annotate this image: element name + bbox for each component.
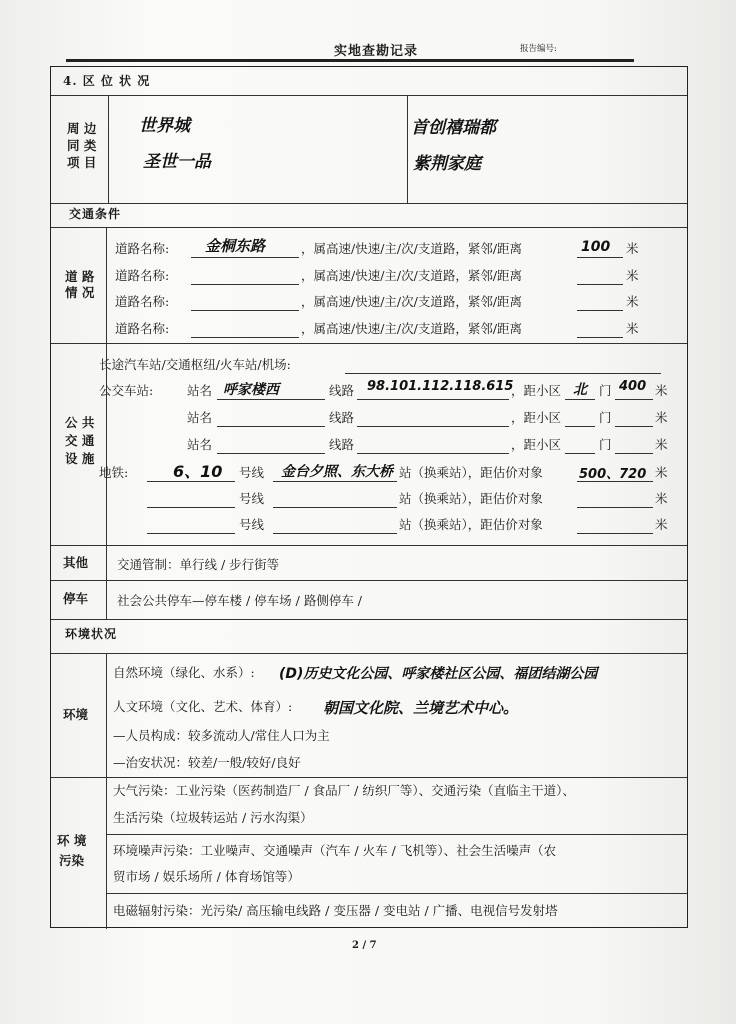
- fill-line: [273, 533, 397, 534]
- unit-label: 米: [655, 437, 668, 452]
- air-pollution-text: 生活污染（垃圾转运站 / 污水沟渠）: [113, 810, 313, 825]
- bus-direction-value: 北: [573, 382, 587, 398]
- document-title: 实地查勘记录: [334, 44, 419, 59]
- fill-line: [577, 310, 623, 311]
- station-label: 站名: [187, 410, 213, 425]
- line-label: 线路: [329, 410, 355, 425]
- bus-distance-value: 400: [619, 379, 647, 394]
- population-text: —人员构成：较多流动人/常住人口为主: [113, 728, 330, 743]
- row-divider: [107, 834, 687, 835]
- fill-line: [565, 453, 595, 454]
- gate-label: 门: [599, 383, 612, 398]
- unit-label: 米: [626, 241, 639, 256]
- unit-label: 米: [655, 383, 668, 398]
- parking-label: 停车: [63, 591, 89, 606]
- subway-label: 地铁:: [99, 465, 129, 480]
- subway-distance-value: 500、720: [579, 467, 647, 482]
- row-divider: [51, 580, 687, 581]
- roads-label: 情 况: [65, 285, 95, 300]
- line-label: 线路: [329, 437, 355, 452]
- row-divider: [51, 545, 687, 546]
- traffic-control-text: 交通管制：单行线 / 步行街等: [117, 557, 280, 572]
- unit-label: 米: [626, 321, 639, 336]
- line-no-label: 号线: [239, 465, 265, 480]
- road-type-text: ，属高速/快速/主/次/支道路，紧邻/距离: [301, 268, 523, 283]
- unit-label: 米: [655, 465, 668, 480]
- em-pollution-text: 电磁辐射污染：光污染/ 高压输电线路 / 变压器 / 变电站 / 广播、电视信号发射塔: [113, 903, 558, 918]
- row-divider: [51, 777, 687, 778]
- noise-pollution-text: 环境噪声污染：工业噪声、交通噪声（汽车 / 火车 / 飞机等）、社会生活噪声（农: [113, 843, 557, 858]
- fill-line: [615, 399, 653, 400]
- fill-line: [191, 257, 299, 258]
- unit-label: 米: [655, 410, 668, 425]
- transfer-label: 站（换乘站），距估价对象: [399, 517, 543, 532]
- page-number: 2 / 7: [352, 940, 377, 951]
- fill-line: [565, 399, 595, 400]
- public-transport-label: 设 施: [65, 451, 95, 466]
- report-number-label: 报告编号:: [520, 44, 557, 54]
- subway-stations-value: 金台夕照、东大桥: [281, 464, 393, 480]
- row-divider: [107, 893, 687, 894]
- road-type-text: ，属高速/快速/主/次/支道路，紧邻/距离: [301, 241, 523, 256]
- public-transport-label: 公 共: [65, 415, 95, 430]
- fill-line: [565, 426, 595, 427]
- fill-line: [345, 373, 661, 374]
- line-label: 线路: [329, 383, 355, 398]
- fill-line: [147, 507, 235, 508]
- station-label: 站名: [187, 383, 213, 398]
- project-name: 紫荆家庭: [413, 154, 481, 174]
- col-divider: [407, 95, 408, 203]
- noise-pollution-text: 贸市场 / 娱乐场所 / 体育场馆等）: [113, 869, 300, 884]
- fill-line: [191, 284, 299, 285]
- transfer-label: 站（换乘站），距估价对象: [399, 465, 543, 480]
- surrounding-label: 同 类: [67, 138, 97, 153]
- fill-line: [217, 453, 325, 454]
- col-divider: [106, 227, 107, 619]
- bus-station-value: 呼家楼西: [223, 382, 279, 398]
- other-label: 其他: [63, 555, 89, 570]
- unit-label: 米: [655, 491, 668, 506]
- fill-line: [577, 533, 653, 534]
- line-no-label: 号线: [239, 491, 265, 506]
- fill-line: [615, 426, 653, 427]
- fill-line: [577, 507, 653, 508]
- col-divider: [108, 95, 109, 203]
- row-divider: [51, 203, 687, 204]
- unit-label: 米: [655, 517, 668, 532]
- fill-line: [615, 453, 653, 454]
- road-name-label: 道路名称:: [115, 268, 170, 283]
- row-divider: [51, 227, 687, 228]
- project-name: 圣世一品: [143, 152, 211, 172]
- road-name-value: 金桐东路: [205, 237, 266, 255]
- fill-line: [191, 337, 299, 338]
- section-title: 4. 区 位 状 况: [63, 74, 151, 88]
- security-text: —治安状况：较差/一般/较好/良好: [113, 755, 301, 770]
- gate-label: 门: [599, 410, 612, 425]
- fill-line: [577, 284, 623, 285]
- fill-line: [577, 337, 623, 338]
- row-divider: [51, 619, 687, 620]
- station-label: 站名: [187, 437, 213, 452]
- bus-prefix: 公交车站:: [99, 383, 154, 398]
- row-divider: [51, 95, 687, 96]
- pollution-label: 污染: [59, 853, 85, 868]
- fill-line: [191, 310, 299, 311]
- section-title: 交通条件: [69, 207, 122, 221]
- fill-line: [273, 507, 397, 508]
- road-name-label: 道路名称:: [115, 294, 170, 309]
- gate-label: 门: [599, 437, 612, 452]
- fill-line: [273, 481, 397, 482]
- natural-env-value: (D)历史文化公园、呼家楼社区公园、福团结湖公园: [279, 666, 598, 682]
- public-transport-label: 交 通: [65, 433, 95, 448]
- road-distance-value: 100: [581, 239, 611, 255]
- human-env-value: 朝国文化院、兰境艺术中心。: [323, 699, 519, 717]
- row-divider: [51, 653, 687, 654]
- parking-text: 社会公共停车—停车楼 / 停车场 / 路侧停车 /: [117, 593, 363, 608]
- surrounding-label: 周 边: [67, 121, 97, 136]
- pollution-label: 环 境: [57, 833, 87, 848]
- natural-env-label: 自然环境（绿化、水系）:: [113, 665, 255, 680]
- road-name-label: 道路名称:: [115, 321, 170, 336]
- project-name: 首创禧瑞都: [411, 118, 496, 138]
- human-env-label: 人文环境（文化、艺术、体育）:: [113, 699, 293, 714]
- road-type-text: ，属高速/快速/主/次/支道路，紧邻/距离: [301, 321, 523, 336]
- longdistance-label: 长途汽车站/交通枢纽/火车站/机场:: [99, 357, 291, 372]
- survey-table: [50, 66, 688, 928]
- road-type-text: ，属高速/快速/主/次/支道路，紧邻/距离: [301, 294, 523, 309]
- fill-line: [217, 426, 325, 427]
- road-name-label: 道路名称:: [115, 241, 170, 256]
- row-divider: [51, 343, 687, 344]
- distance-label: ，距小区: [511, 383, 562, 398]
- fill-line: [357, 399, 509, 400]
- environment-label: 环境: [63, 707, 89, 722]
- project-name: 世界城: [139, 116, 190, 136]
- section-title: 环境状况: [65, 627, 118, 641]
- surrounding-label: 项 目: [67, 155, 97, 170]
- transfer-label: 站（换乘站），距估价对象: [399, 491, 543, 506]
- fill-line: [577, 257, 623, 258]
- fill-line: [217, 399, 325, 400]
- distance-label: ，距小区: [511, 437, 562, 452]
- fill-line: [147, 533, 235, 534]
- unit-label: 米: [626, 268, 639, 283]
- distance-label: ，距小区: [511, 410, 562, 425]
- roads-label: 道 路: [65, 269, 95, 284]
- unit-label: 米: [626, 294, 639, 309]
- col-divider: [106, 653, 107, 929]
- fill-line: [357, 426, 509, 427]
- subway-lines-value: 6、10: [173, 462, 223, 481]
- fill-line: [357, 453, 509, 454]
- header-rule: [66, 59, 634, 62]
- line-no-label: 号线: [239, 517, 265, 532]
- bus-lines-value: 98.101.112.118.615: [367, 379, 514, 394]
- air-pollution-text: 大气污染：工业污染（医药制造厂 / 食品厂 / 纺织厂等）、交通污染（直临主干道）、: [113, 783, 575, 798]
